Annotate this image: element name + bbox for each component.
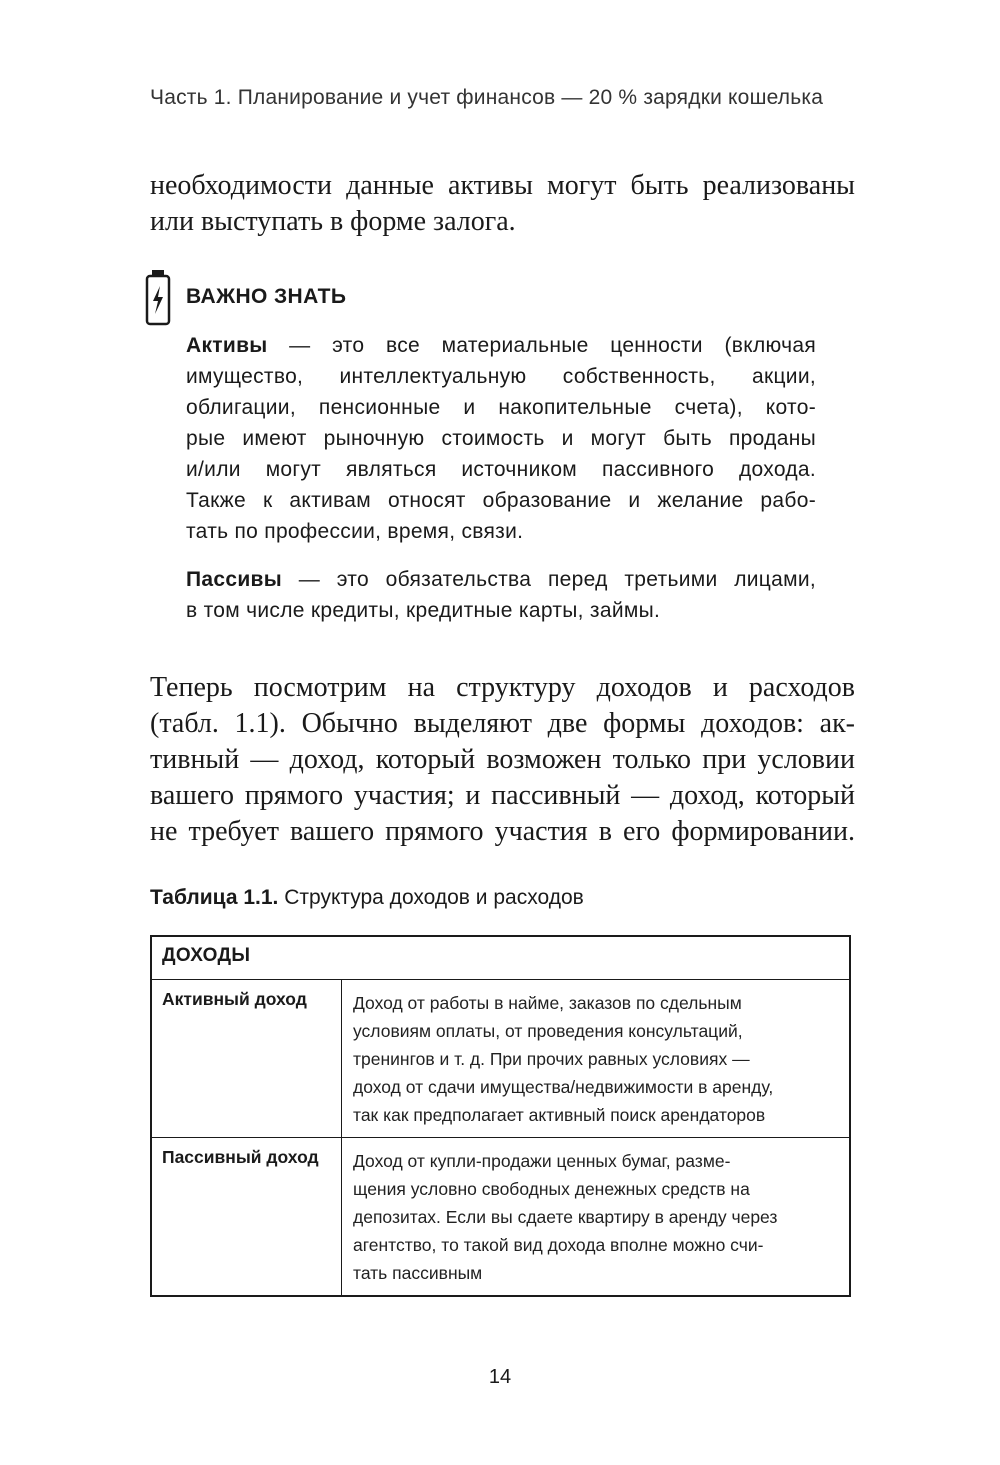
text-line: в том числе кредиты, кредитные карты, займы. [186, 599, 661, 622]
text-line: и/или могут являться источником пассивного дохода. [186, 458, 816, 481]
text-line: условиям оплаты, от проведения консультаций, [353, 1021, 743, 1041]
text-line: тать пассивным [353, 1263, 483, 1283]
table-row [152, 980, 849, 1137]
text-line: так как предполагает активный поиск арендаторов [353, 1105, 766, 1125]
table-caption-label: Таблица 1.1. [150, 886, 279, 909]
text-line: щения условно свободных денежных средств на [353, 1179, 750, 1199]
text-line: депозитах. Если вы сдаете квартиру в аренду через [353, 1207, 778, 1227]
battery-charging-icon [138, 268, 178, 330]
text-line: тать по профессии, время, связи. [186, 520, 524, 543]
running-header: Часть 1. Планирование и учет финансов — 20 % зарядки кошелька [150, 86, 824, 109]
text-line: облигации, пенсионные и накопительные счета), кото- [186, 396, 816, 419]
intro-paragraph [150, 168, 855, 240]
definition-start: — это обязательства перед третьими лицами, [282, 568, 816, 591]
text-line: агентство, то такой вид дохода вполне можно счи- [353, 1235, 764, 1255]
text-line: имущество, интеллектуальную собственность, акции, [186, 365, 816, 388]
text-line: тивный — доход, который возможен только при условии [150, 744, 855, 775]
note-liabilities-definition [186, 564, 816, 626]
text-line: вашего прямого участия; и пассивный — доход, который [150, 780, 855, 811]
note-assets-definition [186, 330, 816, 547]
table-cell-description [342, 1138, 849, 1295]
text-line: Теперь посмотрим на структуру доходов и расходов [150, 672, 855, 703]
term-assets: Активы [186, 334, 268, 357]
table-section-header: ДОХОДЫ [152, 937, 849, 980]
income-table [150, 935, 851, 1297]
text-line: необходимости данные активы могут быть реализованы [150, 170, 855, 201]
structure-paragraph [150, 670, 855, 850]
text-line: доход от сдачи имущества/недвижимости в аренду, [353, 1077, 774, 1097]
table-caption [150, 886, 584, 910]
table-cell-term: Активный доход [152, 980, 342, 1137]
text-line [186, 564, 816, 595]
text-line [186, 330, 816, 361]
text-line: не требует вашего прямого участия в его формировании. [150, 816, 855, 847]
table-caption-text: Структура доходов и расходов [278, 886, 584, 909]
page-number: 14 [488, 1366, 512, 1388]
term-liabilities: Пассивы [186, 568, 282, 591]
table-row [152, 1137, 849, 1295]
text-line: (табл. 1.1). Обычно выделяют две формы доходов: ак- [150, 708, 855, 739]
note-title: ВАЖНО ЗНАТЬ [186, 285, 347, 308]
text-line: Доход от купли-продажи ценных бумаг, разме- [353, 1151, 731, 1171]
table-cell-term: Пассивный доход [152, 1138, 342, 1295]
text-line: тренингов и т. д. При прочих равных условиях — [353, 1049, 750, 1069]
text-line: или выступать в форме залога. [150, 206, 516, 237]
text-line: Доход от работы в найме, заказов по сдельным [353, 993, 742, 1013]
text-line: Также к активам относят образование и желание рабо- [186, 489, 816, 512]
table-cell-description [342, 980, 849, 1137]
definition-start: — это все материальные ценности (включая [267, 334, 816, 357]
text-line: рые имеют рыночную стоимость и могут быть проданы [186, 427, 816, 450]
